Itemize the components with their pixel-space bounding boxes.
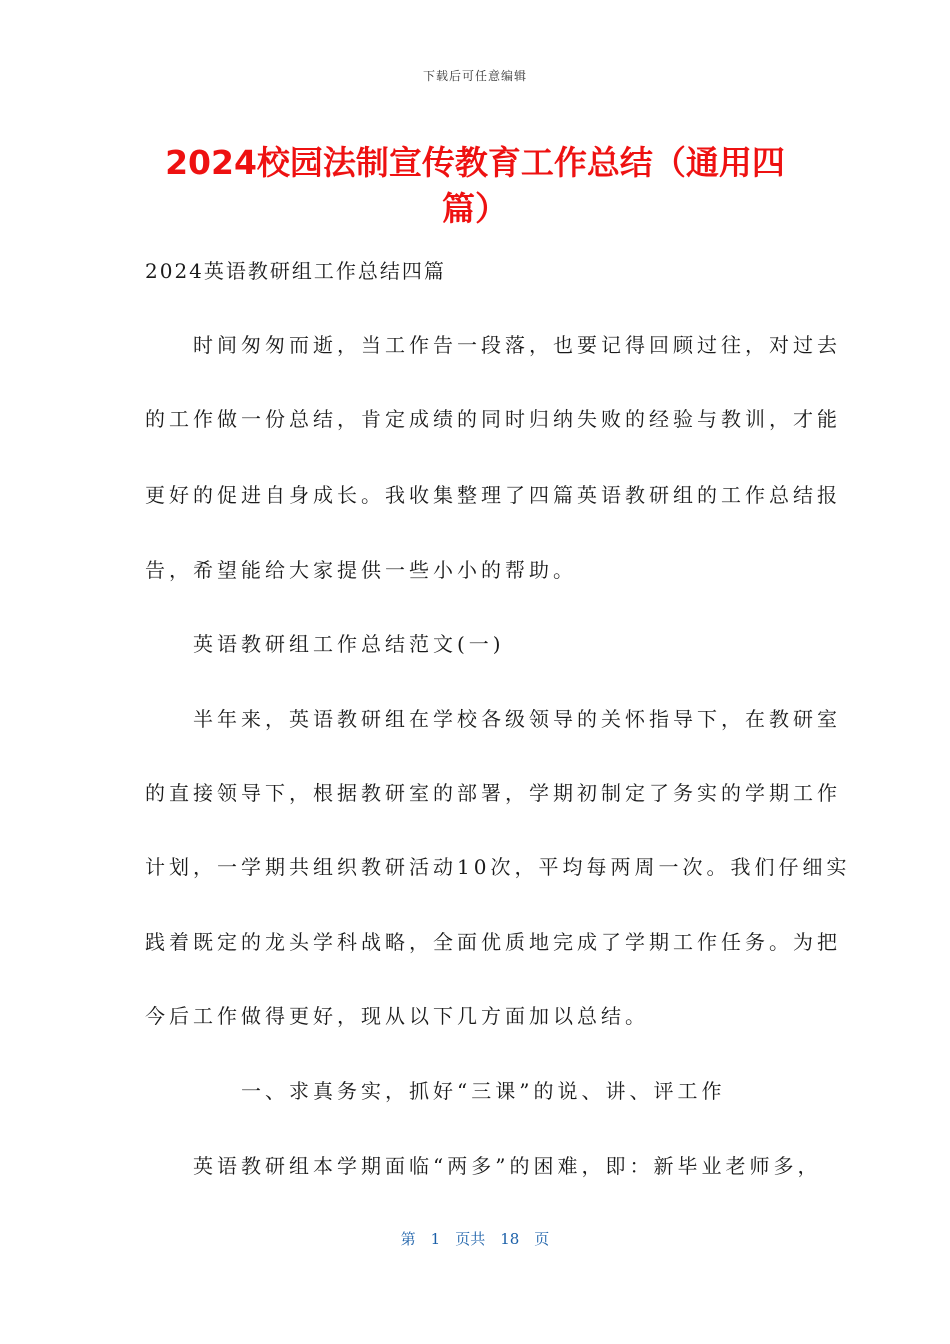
paragraph-line: 更好的促进自身成长。我收集整理了四篇英语教研组的工作总结报 <box>145 483 841 507</box>
paragraph-line: 的直接领导下，根据教研室的部署，学期初制定了务实的学期工作 <box>145 781 841 805</box>
paragraph-line: 今后工作做得更好，现从以下几方面加以总结。 <box>145 1004 649 1028</box>
header-note: 下载后可任意编辑 <box>422 69 527 83</box>
document-title: 2024校园法制宣传教育工作总结（通用四篇） <box>165 143 785 228</box>
document-subtitle: 2024英语教研组工作总结四篇 <box>145 259 446 283</box>
paragraph-line: 时间匆匆而逝，当工作告一段落，也要记得回顾过往，对过去 <box>145 333 841 357</box>
paragraph-line: 英语教研组本学期面临“两多”的困难，即：新毕业老师多， <box>145 1154 822 1178</box>
paragraph-line: 的工作做一份总结，肯定成绩的同时归纳失败的经验与教训，才能 <box>145 407 841 431</box>
paragraph-line: 半年来，英语教研组在学校各级领导的关怀指导下，在教研室 <box>145 707 841 731</box>
point-heading: 一、求真务实，抓好“三课”的说、讲、评工作 <box>145 1079 726 1103</box>
paragraph-line: 告，希望能给大家提供一些小小的帮助。 <box>145 558 577 582</box>
paragraph-line: 计划，一学期共组织教研活动10次，平均每两周一次。我们仔细实 <box>145 855 851 879</box>
paragraph-line: 践着既定的龙头学科战略，全面优质地完成了学期工作任务。为把 <box>145 930 841 954</box>
section-heading: 英语教研组工作总结范文(一) <box>145 632 505 656</box>
page-footer: 第 1 页共 18 页 <box>400 1230 550 1248</box>
